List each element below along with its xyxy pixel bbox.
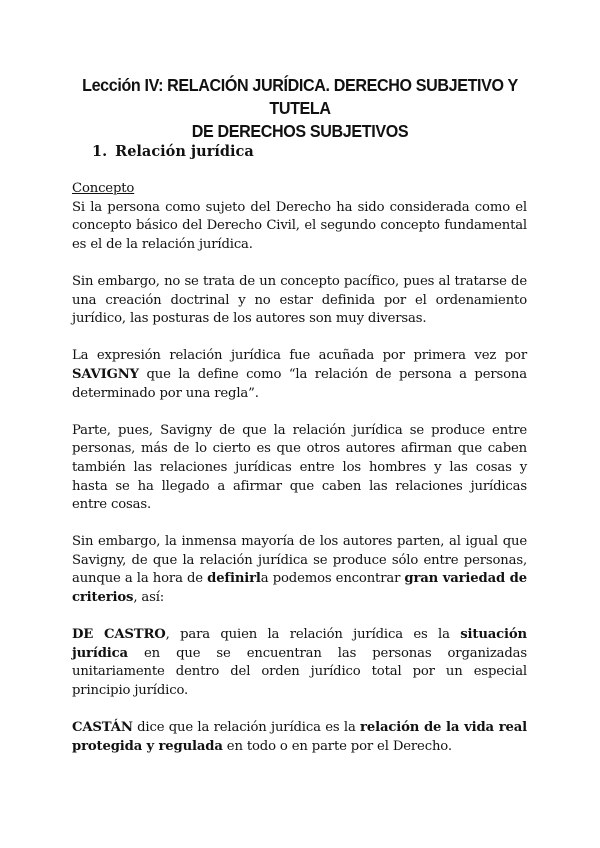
paragraph-7-text-b: dice que la relación jurídica es la: [132, 720, 361, 736]
paragraph-3-text-a: La expresión relación jurídica fue acuñada por primera vez por: [72, 348, 527, 364]
paragraph-7-text-d: en todo o en parte por el Derecho.: [222, 738, 452, 754]
page-title-line-2: DE DERECHOS SUBJETIVOS: [191, 121, 409, 141]
section-number: 1.: [92, 143, 108, 160]
subheading-concepto: Concepto: [72, 181, 135, 196]
paragraph-7: [72, 719, 527, 756]
paragraph-5-text-e: , así:: [133, 590, 165, 606]
document-body: [72, 180, 527, 775]
paragraph-4: Parte, pues, Savigny de que la relación jurídica se produce entre personas, más de lo cierto es que otros autores afirman que caben también las relaciones jurídicas entre los hombres y las cosas y hasta se ha llegado a afirmar que caben las relaciones jurídicas entre cosas.: [72, 422, 527, 513]
page-title-line-1: Lección IV: RELACIÓN JURÍDICA. DERECHO SUBJETIVO Y TUTELA: [82, 75, 518, 118]
paragraph-6-text-d: en que se encuentran las personas organizadas unitariamente dentro del orden jurídico total por un especial principio jurídico.: [72, 645, 527, 699]
paragraph-6: [72, 626, 527, 700]
paragraph-6-bold-de-castro: DE CASTRO: [72, 627, 166, 643]
paragraph-7-bold-relacion: relación de la vida real protegida y regulada: [72, 720, 528, 754]
paragraph-5: [72, 533, 527, 607]
paragraph-5-text-a: Sin embargo, la inmensa mayoría de los autores parten, al igual que Savigny, de que la relación jurídica se produce sólo entre personas, aunque a la hora de: [72, 534, 527, 587]
paragraph-5-text-c: a podemos encontrar: [260, 571, 405, 587]
paragraph-3-text-c: que la define como “la relación de persona a persona determinado por una regla”.: [72, 366, 527, 401]
section-heading: [92, 143, 254, 161]
paragraph-6-text-b: , para quien la relación jurídica es la: [165, 627, 461, 643]
paragraph-2: Sin embargo, no se trata de un concepto pacífico, pues al tratarse de una creación doctrinal y no estar definida por el ordenamiento jurídico, las posturas de los autores son muy diversas.: [72, 273, 527, 327]
paragraph-7-bold-castan: CASTÁN: [72, 720, 133, 736]
paragraph-3-bold-savigny: SAVIGNY: [72, 366, 139, 382]
section-title: Relación jurídica: [115, 143, 254, 160]
paragraph-1: Si la persona como sujeto del Derecho ha sido considerada como el concepto básico del Derecho Civil, el segundo concepto fundamental es el de la relación jurídica.: [72, 199, 527, 252]
paragraph-5-bold-criterios: gran variedad de criterios: [72, 571, 527, 606]
page-title: [79, 74, 521, 143]
paragraph-6-bold-situacion: situación jurídica: [72, 627, 527, 661]
paragraph-5-bold-definir: definirl: [207, 571, 261, 587]
paragraph-3: [72, 347, 527, 403]
